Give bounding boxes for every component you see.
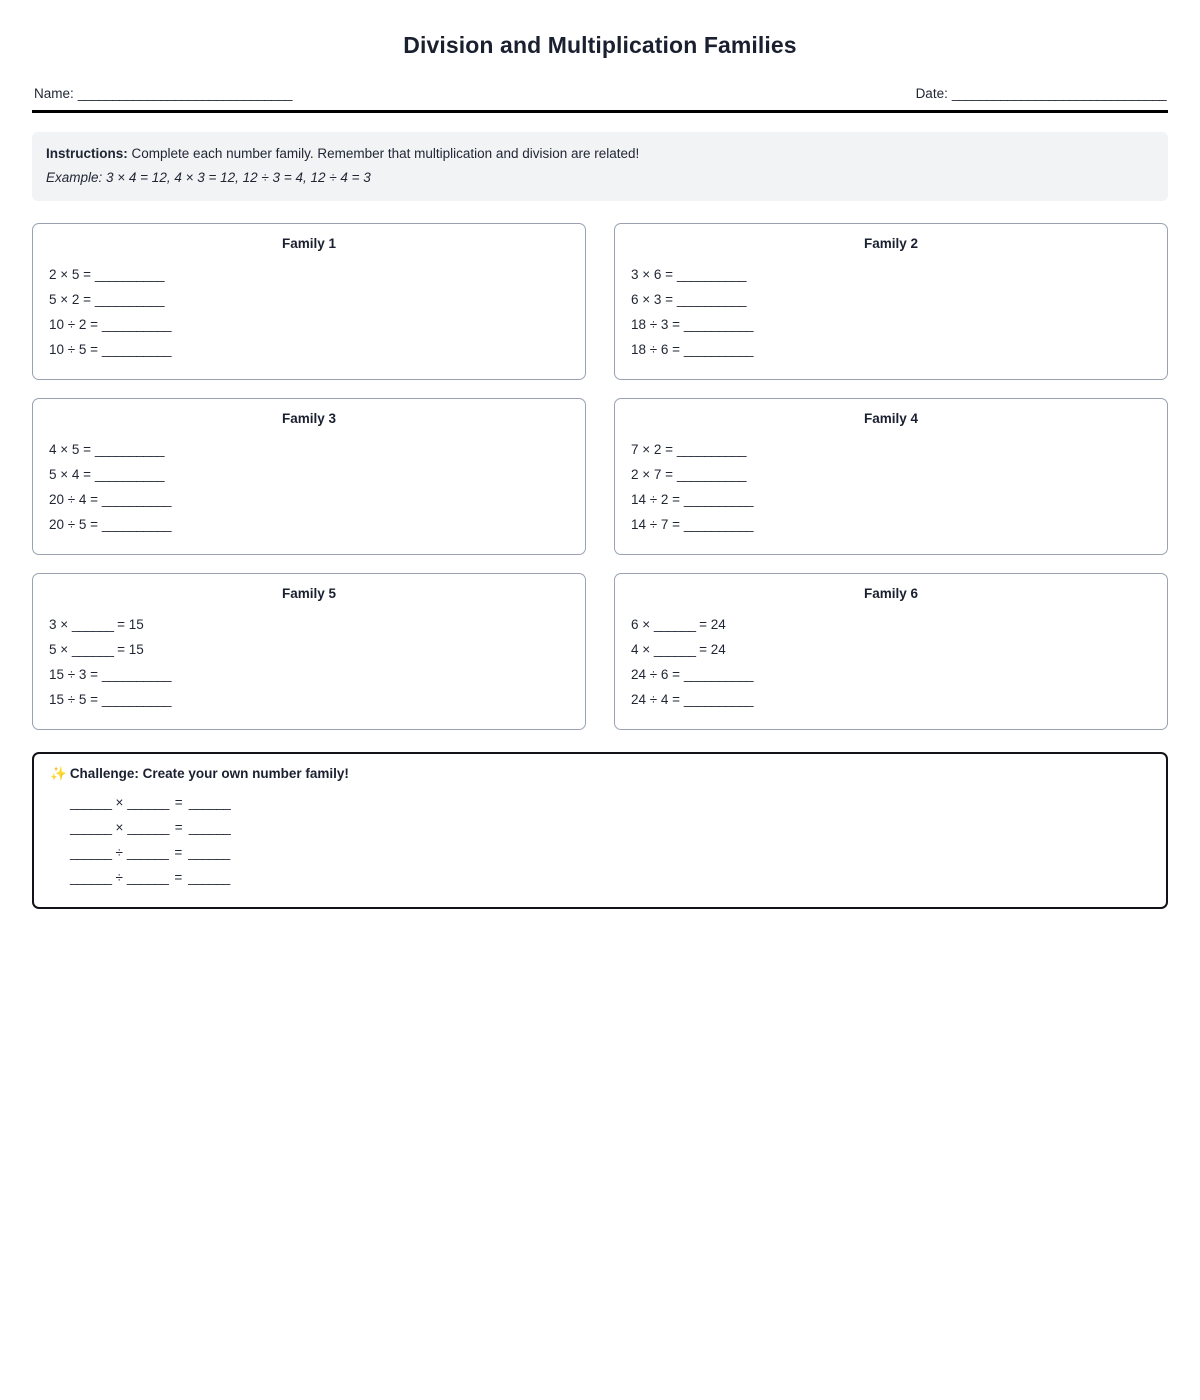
challenge-blank-a[interactable]: ______ <box>70 869 112 885</box>
operator-symbol: ÷ <box>115 869 123 885</box>
equation-row[interactable] <box>49 438 569 463</box>
answer-blank[interactable]: __________ <box>683 517 753 533</box>
equation-list <box>631 613 1151 713</box>
answer-blank[interactable]: __________ <box>101 342 171 358</box>
family-title: Family 5 <box>281 586 337 602</box>
answer-blank[interactable]: __________ <box>676 292 746 308</box>
challenge-blank-b[interactable]: ______ <box>126 869 169 885</box>
answer-blank[interactable]: ______ <box>653 642 696 658</box>
answer-blank[interactable]: __________ <box>683 667 753 683</box>
equation-row[interactable] <box>49 613 569 638</box>
equation-left: 4 × <box>631 642 651 658</box>
name-blank-line[interactable]: _______________________________ <box>77 85 292 101</box>
challenge-blank-c[interactable]: ______ <box>188 845 230 860</box>
answer-blank[interactable]: __________ <box>676 442 746 458</box>
equation-left: 10 ÷ 5 = <box>49 342 99 358</box>
date-label: Date: <box>915 85 948 101</box>
student-info-row <box>32 86 1168 101</box>
date-blank-line[interactable]: _______________________________ <box>951 85 1166 101</box>
challenge-row[interactable] <box>70 816 1150 841</box>
equation-left: 2 × 7 = <box>631 467 674 483</box>
answer-blank[interactable]: __________ <box>683 492 753 508</box>
date-field[interactable] <box>916 86 1166 101</box>
sparkle-icon: ✨ <box>50 766 67 782</box>
equation-right: = 24 <box>699 642 726 658</box>
instructions-example: Example: 3 × 4 = 12, 4 × 3 = 12, 12 ÷ 3 = 4, 12 ÷ 4 = 3 <box>46 169 371 185</box>
page-title: Division and Multiplication Families <box>403 32 797 58</box>
family-box-4 <box>614 398 1168 555</box>
answer-blank[interactable]: __________ <box>676 467 746 483</box>
equation-row[interactable] <box>631 688 1151 713</box>
family-box-3 <box>32 398 586 555</box>
equals-symbol: = <box>174 820 183 836</box>
equation-list <box>49 438 569 538</box>
answer-blank[interactable]: ______ <box>71 617 114 633</box>
equals-symbol: = <box>174 869 183 885</box>
instructions-body: Complete each number family. Remember that multiplication and division are related! <box>131 145 640 161</box>
equation-left: 18 ÷ 3 = <box>631 317 681 333</box>
answer-blank[interactable]: __________ <box>101 317 171 333</box>
equation-left: 3 × <box>49 617 69 633</box>
answer-blank[interactable]: __________ <box>683 317 753 333</box>
challenge-box <box>32 752 1168 909</box>
equation-row[interactable] <box>631 488 1151 513</box>
equals-symbol: = <box>174 845 183 860</box>
challenge-blank-c[interactable]: ______ <box>188 795 231 811</box>
challenge-blank-a[interactable]: ______ <box>70 820 112 836</box>
equation-left: 2 × 5 = <box>49 267 92 283</box>
equation-left: 6 × <box>631 617 651 633</box>
equation-left: 14 ÷ 2 = <box>631 492 681 508</box>
equation-list <box>631 263 1151 363</box>
equation-right: = 15 <box>117 642 144 658</box>
answer-blank[interactable]: __________ <box>101 667 171 683</box>
family-box-1 <box>32 223 586 380</box>
answer-blank[interactable]: __________ <box>101 492 171 508</box>
equation-left: 14 ÷ 7 = <box>631 517 681 533</box>
operator-symbol: × <box>115 820 124 836</box>
equation-left: 6 × 3 = <box>631 292 674 308</box>
equation-left: 20 ÷ 5 = <box>49 517 99 533</box>
equation-row[interactable] <box>631 613 1151 638</box>
answer-blank[interactable]: __________ <box>94 467 164 483</box>
family-title: Family 3 <box>281 411 337 427</box>
equation-left: 10 ÷ 2 = <box>49 317 99 333</box>
equation-left: 5 × 2 = <box>49 292 92 308</box>
name-field[interactable] <box>34 86 292 101</box>
equation-left: 18 ÷ 6 = <box>631 342 681 358</box>
equation-left: 15 ÷ 5 = <box>49 692 99 708</box>
equation-left: 4 × 5 = <box>49 442 92 458</box>
challenge-blank-b[interactable]: ______ <box>127 820 169 836</box>
equation-left: 15 ÷ 3 = <box>49 667 99 683</box>
answer-blank[interactable]: __________ <box>101 517 171 533</box>
equation-row[interactable] <box>631 438 1151 463</box>
equation-row[interactable] <box>49 663 569 688</box>
family-box-2 <box>614 223 1168 380</box>
equation-list <box>49 263 569 363</box>
equation-left: 20 ÷ 4 = <box>49 492 99 508</box>
header-divider <box>32 110 1168 113</box>
equation-left: 24 ÷ 6 = <box>631 667 681 683</box>
family-title: Family 6 <box>863 586 919 602</box>
answer-blank[interactable]: __________ <box>683 692 753 708</box>
name-label: Name: <box>34 85 74 101</box>
family-grid <box>32 223 1168 730</box>
equation-row[interactable] <box>49 463 569 488</box>
answer-blank[interactable]: ______ <box>71 642 114 658</box>
equation-left: 24 ÷ 4 = <box>631 692 681 708</box>
answer-blank[interactable]: __________ <box>94 442 164 458</box>
operator-symbol: ÷ <box>115 845 123 860</box>
answer-blank[interactable]: __________ <box>94 292 164 308</box>
equation-left: 5 × <box>49 642 69 658</box>
challenge-blank-c[interactable]: ______ <box>188 869 230 885</box>
equation-left: 5 × 4 = <box>49 467 92 483</box>
equation-row[interactable] <box>49 263 569 288</box>
answer-blank[interactable]: __________ <box>94 267 164 283</box>
equation-row[interactable] <box>631 288 1151 313</box>
family-box-6 <box>614 573 1168 730</box>
equation-right: = 24 <box>699 617 726 633</box>
instructions-label: Instructions: <box>46 145 128 161</box>
answer-blank[interactable]: ______ <box>653 617 696 633</box>
instructions-box <box>32 132 1168 202</box>
challenge-title <box>50 766 1150 782</box>
equation-row[interactable] <box>631 663 1151 688</box>
equation-row[interactable] <box>631 638 1151 663</box>
equation-row[interactable] <box>49 288 569 313</box>
equation-row[interactable] <box>49 488 569 513</box>
equation-row[interactable] <box>49 313 569 338</box>
answer-blank[interactable]: __________ <box>683 342 753 358</box>
operator-symbol: × <box>115 795 124 811</box>
challenge-blank-c[interactable]: ______ <box>188 820 231 836</box>
family-title: Family 2 <box>863 236 919 252</box>
equation-row[interactable] <box>631 338 1151 363</box>
challenge-title-text: Challenge: Create your own number family! <box>69 766 349 782</box>
equation-row[interactable] <box>631 513 1151 538</box>
equation-row[interactable] <box>49 688 569 713</box>
equation-row[interactable] <box>631 463 1151 488</box>
equation-row[interactable] <box>49 638 569 663</box>
family-box-5 <box>32 573 586 730</box>
challenge-row[interactable] <box>70 866 1150 891</box>
equation-list <box>631 438 1151 538</box>
equation-right: = 15 <box>117 617 144 633</box>
equation-list <box>49 613 569 713</box>
equation-row[interactable] <box>49 338 569 363</box>
equals-symbol: = <box>174 795 183 811</box>
challenge-blank-b[interactable]: ______ <box>127 795 169 811</box>
challenge-row[interactable] <box>70 791 1150 816</box>
answer-blank[interactable]: __________ <box>676 267 746 283</box>
challenge-blank-a[interactable]: ______ <box>70 795 112 811</box>
instructions-text <box>46 144 1154 165</box>
equation-left: 7 × 2 = <box>631 442 674 458</box>
challenge-row[interactable] <box>70 841 1150 866</box>
challenge-blank-b[interactable]: ______ <box>126 845 169 860</box>
equation-left: 3 × 6 = <box>631 267 674 283</box>
equation-row[interactable] <box>631 313 1151 338</box>
family-title: Family 4 <box>863 411 919 427</box>
answer-blank[interactable]: __________ <box>101 692 171 708</box>
challenge-blank-a[interactable]: ______ <box>70 845 112 860</box>
equation-row[interactable] <box>49 513 569 538</box>
challenge-rows <box>50 791 1150 891</box>
family-title: Family 1 <box>281 236 337 252</box>
equation-row[interactable] <box>631 263 1151 288</box>
